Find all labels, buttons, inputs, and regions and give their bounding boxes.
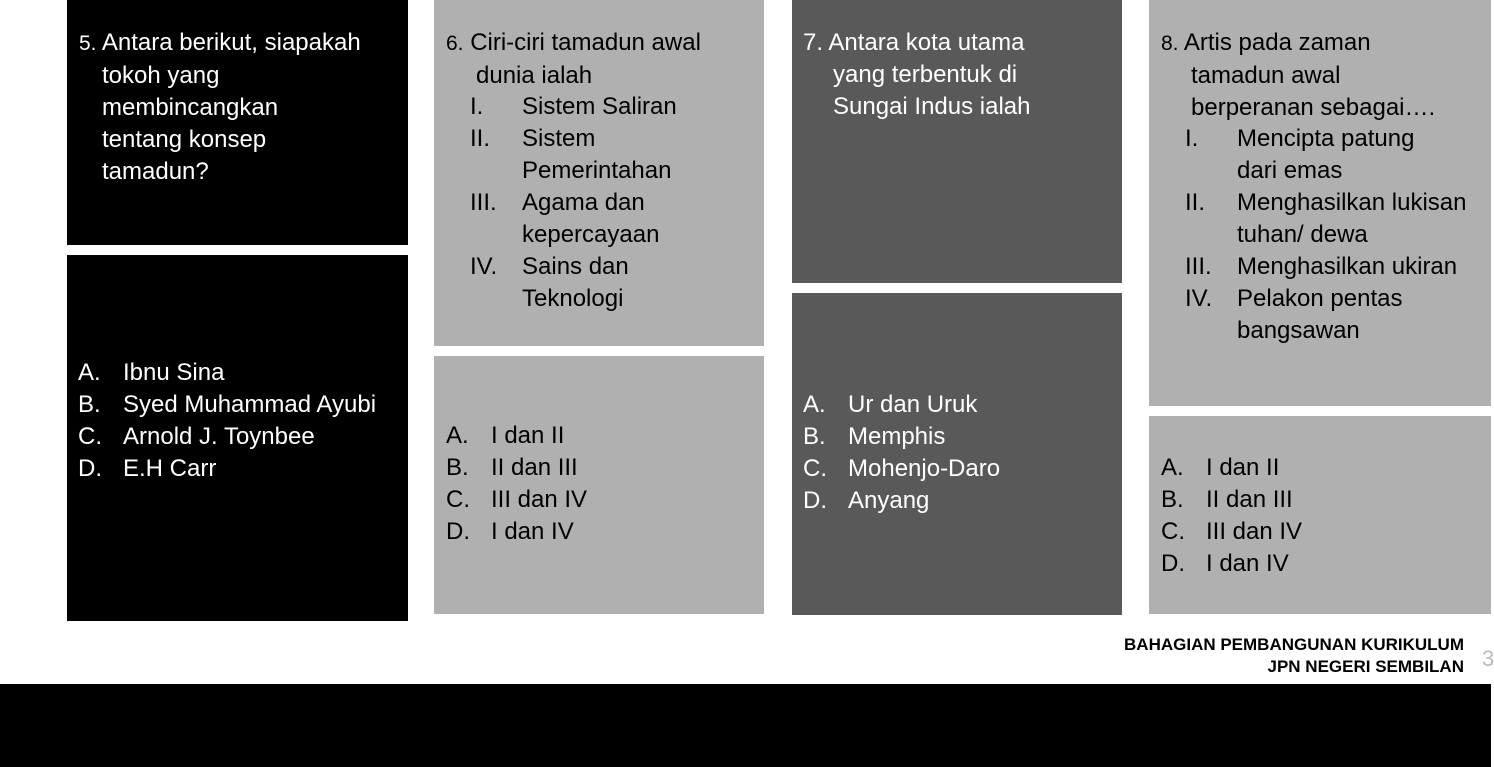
question-6-stem-card: [434, 0, 764, 346]
question-6-option-b[interactable]: B. II dan III: [446, 454, 578, 481]
question-5-option-b[interactable]: B. Syed Muhammad Ayubi: [78, 391, 377, 418]
question-6-number: 6.: [446, 32, 464, 55]
question-7-stem: [803, 27, 1121, 123]
question-8-option-d[interactable]: D. I dan IV: [1161, 550, 1289, 577]
question-8-options: [1161, 452, 1441, 580]
question-5-number: 5.: [79, 32, 97, 55]
question-5-stem-line-2: tokoh yang: [102, 62, 220, 89]
question-6-item-4: IV. Sains dan Teknologi: [470, 253, 629, 312]
question-8-option-b[interactable]: B. II dan III: [1161, 486, 1293, 513]
question-8-stem-line-3: berperanan sebagai….: [1191, 94, 1436, 121]
question-5-stem-line-1: Antara berikut, siapakah: [101, 29, 361, 56]
question-8-stem: [1161, 27, 1491, 124]
question-7-stem-line-2: yang terbentuk di: [833, 61, 1018, 88]
question-8-options-card: [1149, 416, 1491, 614]
question-6-options: [446, 420, 726, 548]
question-8-item-3: III. Menghasilkan ukiran: [1185, 253, 1458, 280]
question-6-items: [470, 91, 750, 315]
question-8-stem-line-2: tamadun awal: [1191, 62, 1341, 89]
question-7-options: [803, 389, 1103, 517]
question-5-stem-line-4: tentang konsep: [102, 126, 267, 153]
bottom-black-bar: [0, 684, 1491, 767]
question-8-option-a[interactable]: A. I dan II: [1161, 454, 1280, 481]
question-5-stem-card: [67, 0, 408, 245]
question-5-options: [78, 357, 378, 485]
question-7-stem-line-3: Sungai Indus ialah: [833, 93, 1031, 120]
question-8-item-1: I. Mencipta patung dari emas: [1185, 125, 1415, 184]
question-6-item-3: III. Agama dan kepercayaan: [470, 189, 660, 248]
question-7-stem-line-1: Antara kota utama: [828, 29, 1025, 56]
question-6-stem: [446, 27, 764, 92]
question-7-option-b[interactable]: B. Memphis: [803, 423, 946, 450]
question-6-options-card: [434, 356, 764, 614]
question-5-option-c[interactable]: C. Arnold J. Toynbee: [78, 423, 315, 450]
question-5-stem-line-3: membincangkan: [102, 94, 279, 121]
question-8-item-4: IV. Pelakon pentas bangsawan: [1185, 285, 1403, 344]
question-6-option-a[interactable]: A. I dan II: [446, 422, 565, 449]
question-8-item-2: II. Menghasilkan lukisan tuhan/ dewa: [1185, 189, 1467, 248]
footer-line-1: BAHAGIAN PEMBANGUNAN KURIKULUM: [1124, 635, 1464, 654]
question-8-stem-card: [1149, 0, 1491, 406]
footer-organization: [1124, 634, 1464, 678]
question-6-option-d[interactable]: D. I dan IV: [446, 518, 574, 545]
question-6-stem-line-1: Ciri-ciri tamadun awal: [470, 29, 701, 56]
question-6-item-1: I. Sistem Saliran: [470, 93, 677, 120]
footer-line-2: JPN NEGERI SEMBILAN: [1267, 657, 1464, 676]
question-7-option-c[interactable]: C. Mohenjo-Daro: [803, 455, 1001, 482]
question-5-options-card: [67, 255, 408, 621]
question-7-options-card: [792, 293, 1122, 615]
question-5-option-a[interactable]: A. Ibnu Sina: [78, 359, 225, 386]
question-5-stem-line-5: tamadun?: [102, 158, 209, 185]
question-8-option-c[interactable]: C. III dan IV: [1161, 518, 1303, 545]
question-6-item-2: II. Sistem Pemerintahan: [470, 125, 672, 184]
question-8-items: [1185, 123, 1491, 347]
question-7-stem-card: [792, 0, 1122, 283]
question-6-stem-line-2: dunia ialah: [476, 62, 593, 89]
question-5-stem: [79, 27, 404, 188]
question-7-option-a[interactable]: A. Ur dan Uruk: [803, 391, 978, 418]
question-6-option-c[interactable]: C. III dan IV: [446, 486, 588, 513]
question-8-stem-line-1: Artis pada zaman: [1183, 29, 1371, 56]
slide-number: 3: [1482, 646, 1494, 671]
question-8-number: 8.: [1161, 32, 1179, 55]
question-7-number: 7.: [803, 29, 824, 56]
question-5-option-d[interactable]: D. E.H Carr: [78, 455, 217, 482]
question-7-option-d[interactable]: D. Anyang: [803, 487, 930, 514]
